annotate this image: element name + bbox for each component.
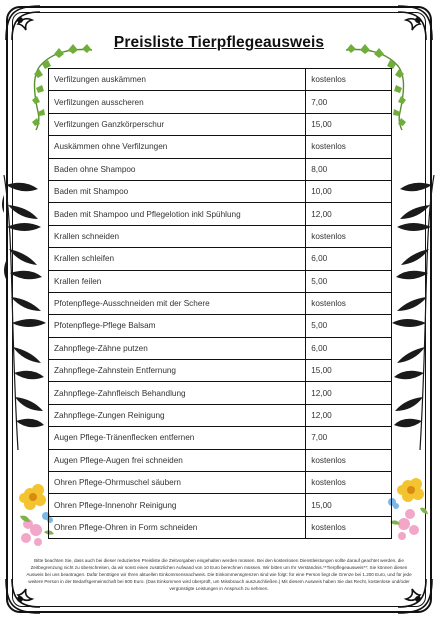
price-cell: kostenlos: [306, 136, 392, 158]
price-cell: kostenlos: [306, 449, 392, 471]
service-cell: Zahnpflege-Zähne putzen: [49, 337, 306, 359]
table-row: [49, 248, 392, 270]
table-row: [49, 136, 392, 158]
service-cell: Auskämmen ohne Verfilzungen: [49, 136, 306, 158]
price-cell: kostenlos: [306, 516, 392, 538]
table-row: [49, 404, 392, 426]
service-cell: Krallen schneiden: [49, 225, 306, 247]
table-row: [49, 69, 392, 91]
service-cell: Zahnpflege-Zahnfleisch Behandlung: [49, 382, 306, 404]
price-cell: kostenlos: [306, 225, 392, 247]
service-cell: Verfilzungen Ganzkörperschur: [49, 113, 306, 135]
table-row: [49, 494, 392, 516]
service-cell: Krallen schleifen: [49, 248, 306, 270]
table-row: [49, 180, 392, 202]
table-row: [49, 382, 392, 404]
price-cell: 15,00: [306, 494, 392, 516]
service-cell: Zahnpflege-Zahnstein Entfernung: [49, 360, 306, 382]
table-row: [49, 315, 392, 337]
price-cell: 8,00: [306, 158, 392, 180]
table-row: [49, 113, 392, 135]
service-cell: Augen Pflege-Tränenflecken entfernen: [49, 427, 306, 449]
service-cell: Baden mit Shampoo und Pflegelotion inkl Spühlung: [49, 203, 306, 225]
service-cell: Ohren Pflege-Ohrmuschel säubern: [49, 472, 306, 494]
table-row: [49, 516, 392, 538]
service-cell: Baden ohne Shampoo: [49, 158, 306, 180]
service-cell: Ohren Pflege-Ohren in Form schneiden: [49, 516, 306, 538]
table-row: [49, 91, 392, 113]
price-table-body: [49, 69, 392, 539]
price-cell: 12,00: [306, 382, 392, 404]
price-cell: 7,00: [306, 91, 392, 113]
price-table: [48, 68, 392, 539]
table-row: [49, 449, 392, 471]
table-row: [49, 203, 392, 225]
price-cell: 10,00: [306, 180, 392, 202]
service-cell: Verfilzungen ausscheren: [49, 91, 306, 113]
price-cell: kostenlos: [306, 292, 392, 314]
price-cell: 6,00: [306, 248, 392, 270]
service-cell: Zahnpflege-Zungen Reinigung: [49, 404, 306, 426]
price-cell: kostenlos: [306, 69, 392, 91]
table-row: [49, 158, 392, 180]
price-cell: 5,00: [306, 315, 392, 337]
price-cell: 7,00: [306, 427, 392, 449]
page-title: Preisliste Tierpflegeausweis: [113, 34, 325, 51]
price-cell: 15,00: [306, 113, 392, 135]
price-cell: kostenlos: [306, 472, 392, 494]
table-row: [49, 360, 392, 382]
black-foliage-icon: [0, 175, 48, 450]
table-row: [49, 225, 392, 247]
service-cell: Augen Pflege-Augen frei schneiden: [49, 449, 306, 471]
price-cell: 5,00: [306, 270, 392, 292]
table-row: [49, 337, 392, 359]
service-cell: Pfotenpflege-Pflege Balsam: [49, 315, 306, 337]
black-foliage-icon: [390, 175, 438, 450]
table-row: [49, 427, 392, 449]
price-cell: 12,00: [306, 404, 392, 426]
price-cell: 15,00: [306, 360, 392, 382]
footnote-text: Bitte beachten Sie, dass auch bei dieser reduzierten Preisliste die Zeitvorgaben eingehalten werden müssen. Bei den kostenlosen Dienstleistungen sollte darauf geachtet werden, die Zeitbegrenzung nicht zu überschreiten, da wir sonst einen zusätzlichen Aufwand von 10 Euro berechnen müssen. Wir bitten um Ihr Verständnis.**Tierpflegeausweis**: Sie können diesen Ausweis bei uns beantragen. Dafür benötigen wir Ihren aktuellen Einkommensnachweis. Die Einkommensgrenzen sind wie folgt: für eine Person liegt die Grenze bei 1.200 Euro, und für jede weitere Person in der Bedarfsgemeinschaft bei 600 Euro. (Das Einkommen wird überprüft, um Missbrauch auszuschließen.) Mit diesem Ausweis haben Sie das Recht, kostenlose und/oder vergünstigte Leistungen in Anspruch zu nehmen.: [26, 558, 412, 591]
price-cell: 12,00: [306, 203, 392, 225]
table-row: [49, 292, 392, 314]
table-row: [49, 270, 392, 292]
service-cell: Pfotenpflege-Ausschneiden mit der Schere: [49, 292, 306, 314]
table-row: [49, 472, 392, 494]
service-cell: Baden mit Shampoo: [49, 180, 306, 202]
price-cell: 6,00: [306, 337, 392, 359]
service-cell: Verfilzungen auskämmen: [49, 69, 306, 91]
service-cell: Ohren Pflege-Innenohr Reinigung: [49, 494, 306, 516]
service-cell: Krallen feilen: [49, 270, 306, 292]
